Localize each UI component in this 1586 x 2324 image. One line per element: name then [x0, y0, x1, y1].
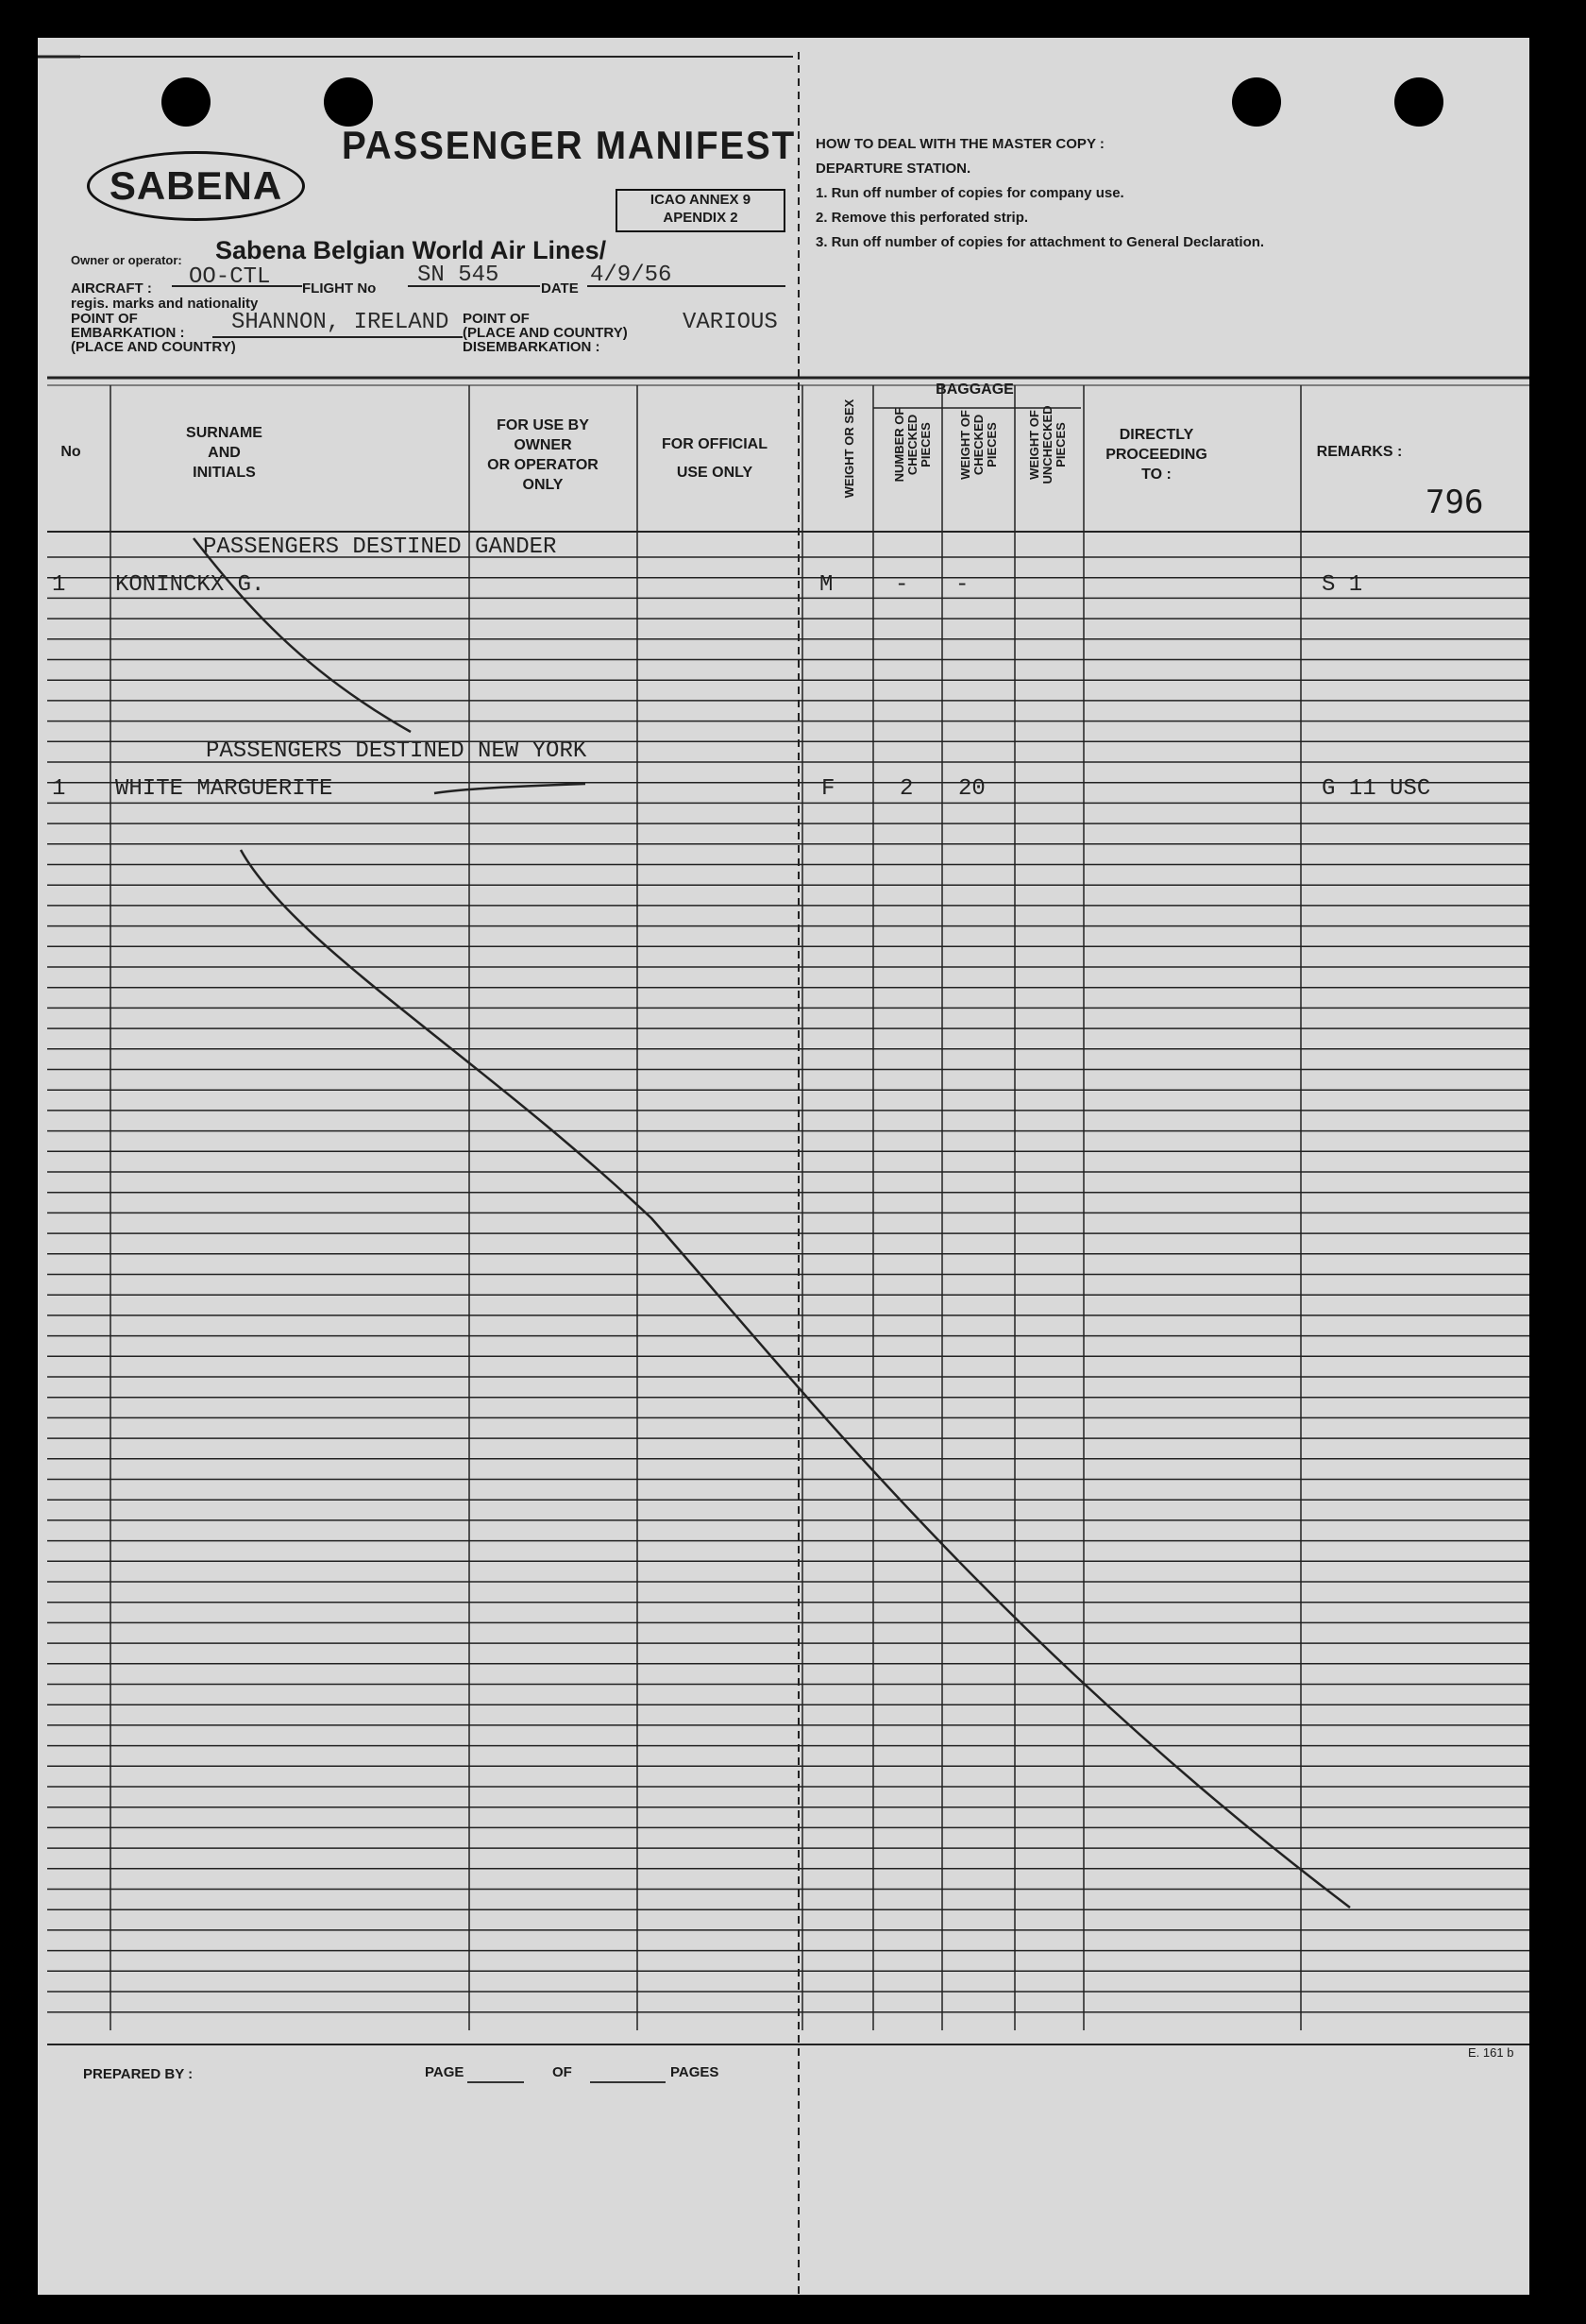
row-num-checked: - — [895, 572, 909, 598]
col-owner-header: FOR USE BY OWNER OR OPERATOR ONLY — [487, 417, 599, 493]
owner-label: Owner or operator: — [71, 253, 182, 267]
date-label: DATE — [541, 280, 579, 297]
row-no: 1 — [52, 776, 66, 802]
prepared-by: PREPARED BY : — [83, 2066, 194, 2082]
date-value: 4/9/56 — [590, 263, 672, 288]
instruction-item: 2. Remove this perforated strip. — [816, 210, 1029, 226]
row-name: WHITE MARGUERITE — [115, 776, 333, 802]
handwritten-strike — [38, 38, 1529, 2295]
col-surname-header: SURNAME AND INITIALS — [186, 425, 262, 481]
col-num-checked-header: NUMBER OF CHECKED PIECES — [892, 407, 933, 483]
row-remarks: S 1 — [1322, 572, 1363, 598]
col-no-header: No — [60, 444, 81, 460]
col-directly-header: DIRECTLY PROCEEDING TO : — [1105, 427, 1207, 483]
instructions-station: DEPARTURE STATION. — [816, 161, 971, 177]
embark-value: SHANNON, IRELAND — [231, 310, 449, 335]
pages-label: PAGES — [670, 2064, 719, 2080]
flight-value: SN 545 — [417, 263, 499, 288]
row-sex: F — [821, 776, 835, 802]
icao-line: ICAO ANNEX 9 — [650, 192, 751, 208]
baggage-header: BAGGAGE — [936, 382, 1014, 398]
owner-value: Sabena Belgian World Air Lines/ — [215, 236, 607, 264]
section-heading: PASSENGERS DESTINED NEW YORK — [206, 738, 587, 764]
icao-line: APENDIX 2 — [663, 210, 738, 226]
col-wt-checked-header: WEIGHT OF CHECKED PIECES — [958, 410, 999, 480]
instruction-item: 1. Run off number of copies for company use. — [816, 185, 1124, 201]
col-remarks-header: REMARKS : — [1316, 444, 1403, 460]
section-heading: PASSENGERS DESTINED GANDER — [203, 534, 557, 560]
row-remarks: G 11 USC — [1322, 776, 1431, 802]
row-wt-checked: 20 — [958, 776, 986, 802]
sabena-logo: SABENA — [87, 151, 305, 221]
aircraft-label: AIRCRAFT : — [71, 280, 152, 297]
remarks-number: 796 — [1426, 483, 1484, 521]
col-weight-sex-header: WEIGHT OR SEX — [842, 399, 856, 499]
row-no: 1 — [52, 572, 66, 598]
aircraft-value: OO-CTL — [189, 264, 271, 290]
disembark-value: VARIOUS — [683, 310, 778, 335]
flight-label: FLIGHT No — [302, 280, 377, 297]
of-blank — [590, 2081, 666, 2083]
instruction-item: 3. Run off number of copies for attachment to General Declaration. — [816, 234, 1265, 250]
embark-label: POINT OF EMBARKATION : (PLACE AND COUNTRY) — [71, 311, 236, 355]
manifest-page — [38, 38, 1529, 2295]
row-wt-checked: - — [955, 572, 970, 598]
col-official-header: FOR OFFICIAL USE ONLY — [662, 436, 768, 481]
col-wt-unchecked-header: WEIGHT OF UNCHECKED PIECES — [1027, 405, 1068, 484]
row-num-checked: 2 — [900, 776, 914, 802]
page-blank — [467, 2081, 524, 2083]
row-name: KONINCKX G. — [115, 572, 265, 598]
page-label: PAGE — [425, 2064, 464, 2080]
of-label: OF — [552, 2064, 572, 2080]
regis-label: regis. marks and nationality — [71, 296, 259, 312]
page-title: PASSENGER MANIFEST — [342, 123, 797, 167]
disembark-label: POINT OF (PLACE AND COUNTRY) DISEMBARKATION : — [463, 311, 628, 355]
form-code: E. 161 b — [1468, 2045, 1514, 2060]
row-sex: M — [819, 572, 834, 598]
instructions-heading: HOW TO DEAL WITH THE MASTER COPY : — [816, 136, 1105, 152]
